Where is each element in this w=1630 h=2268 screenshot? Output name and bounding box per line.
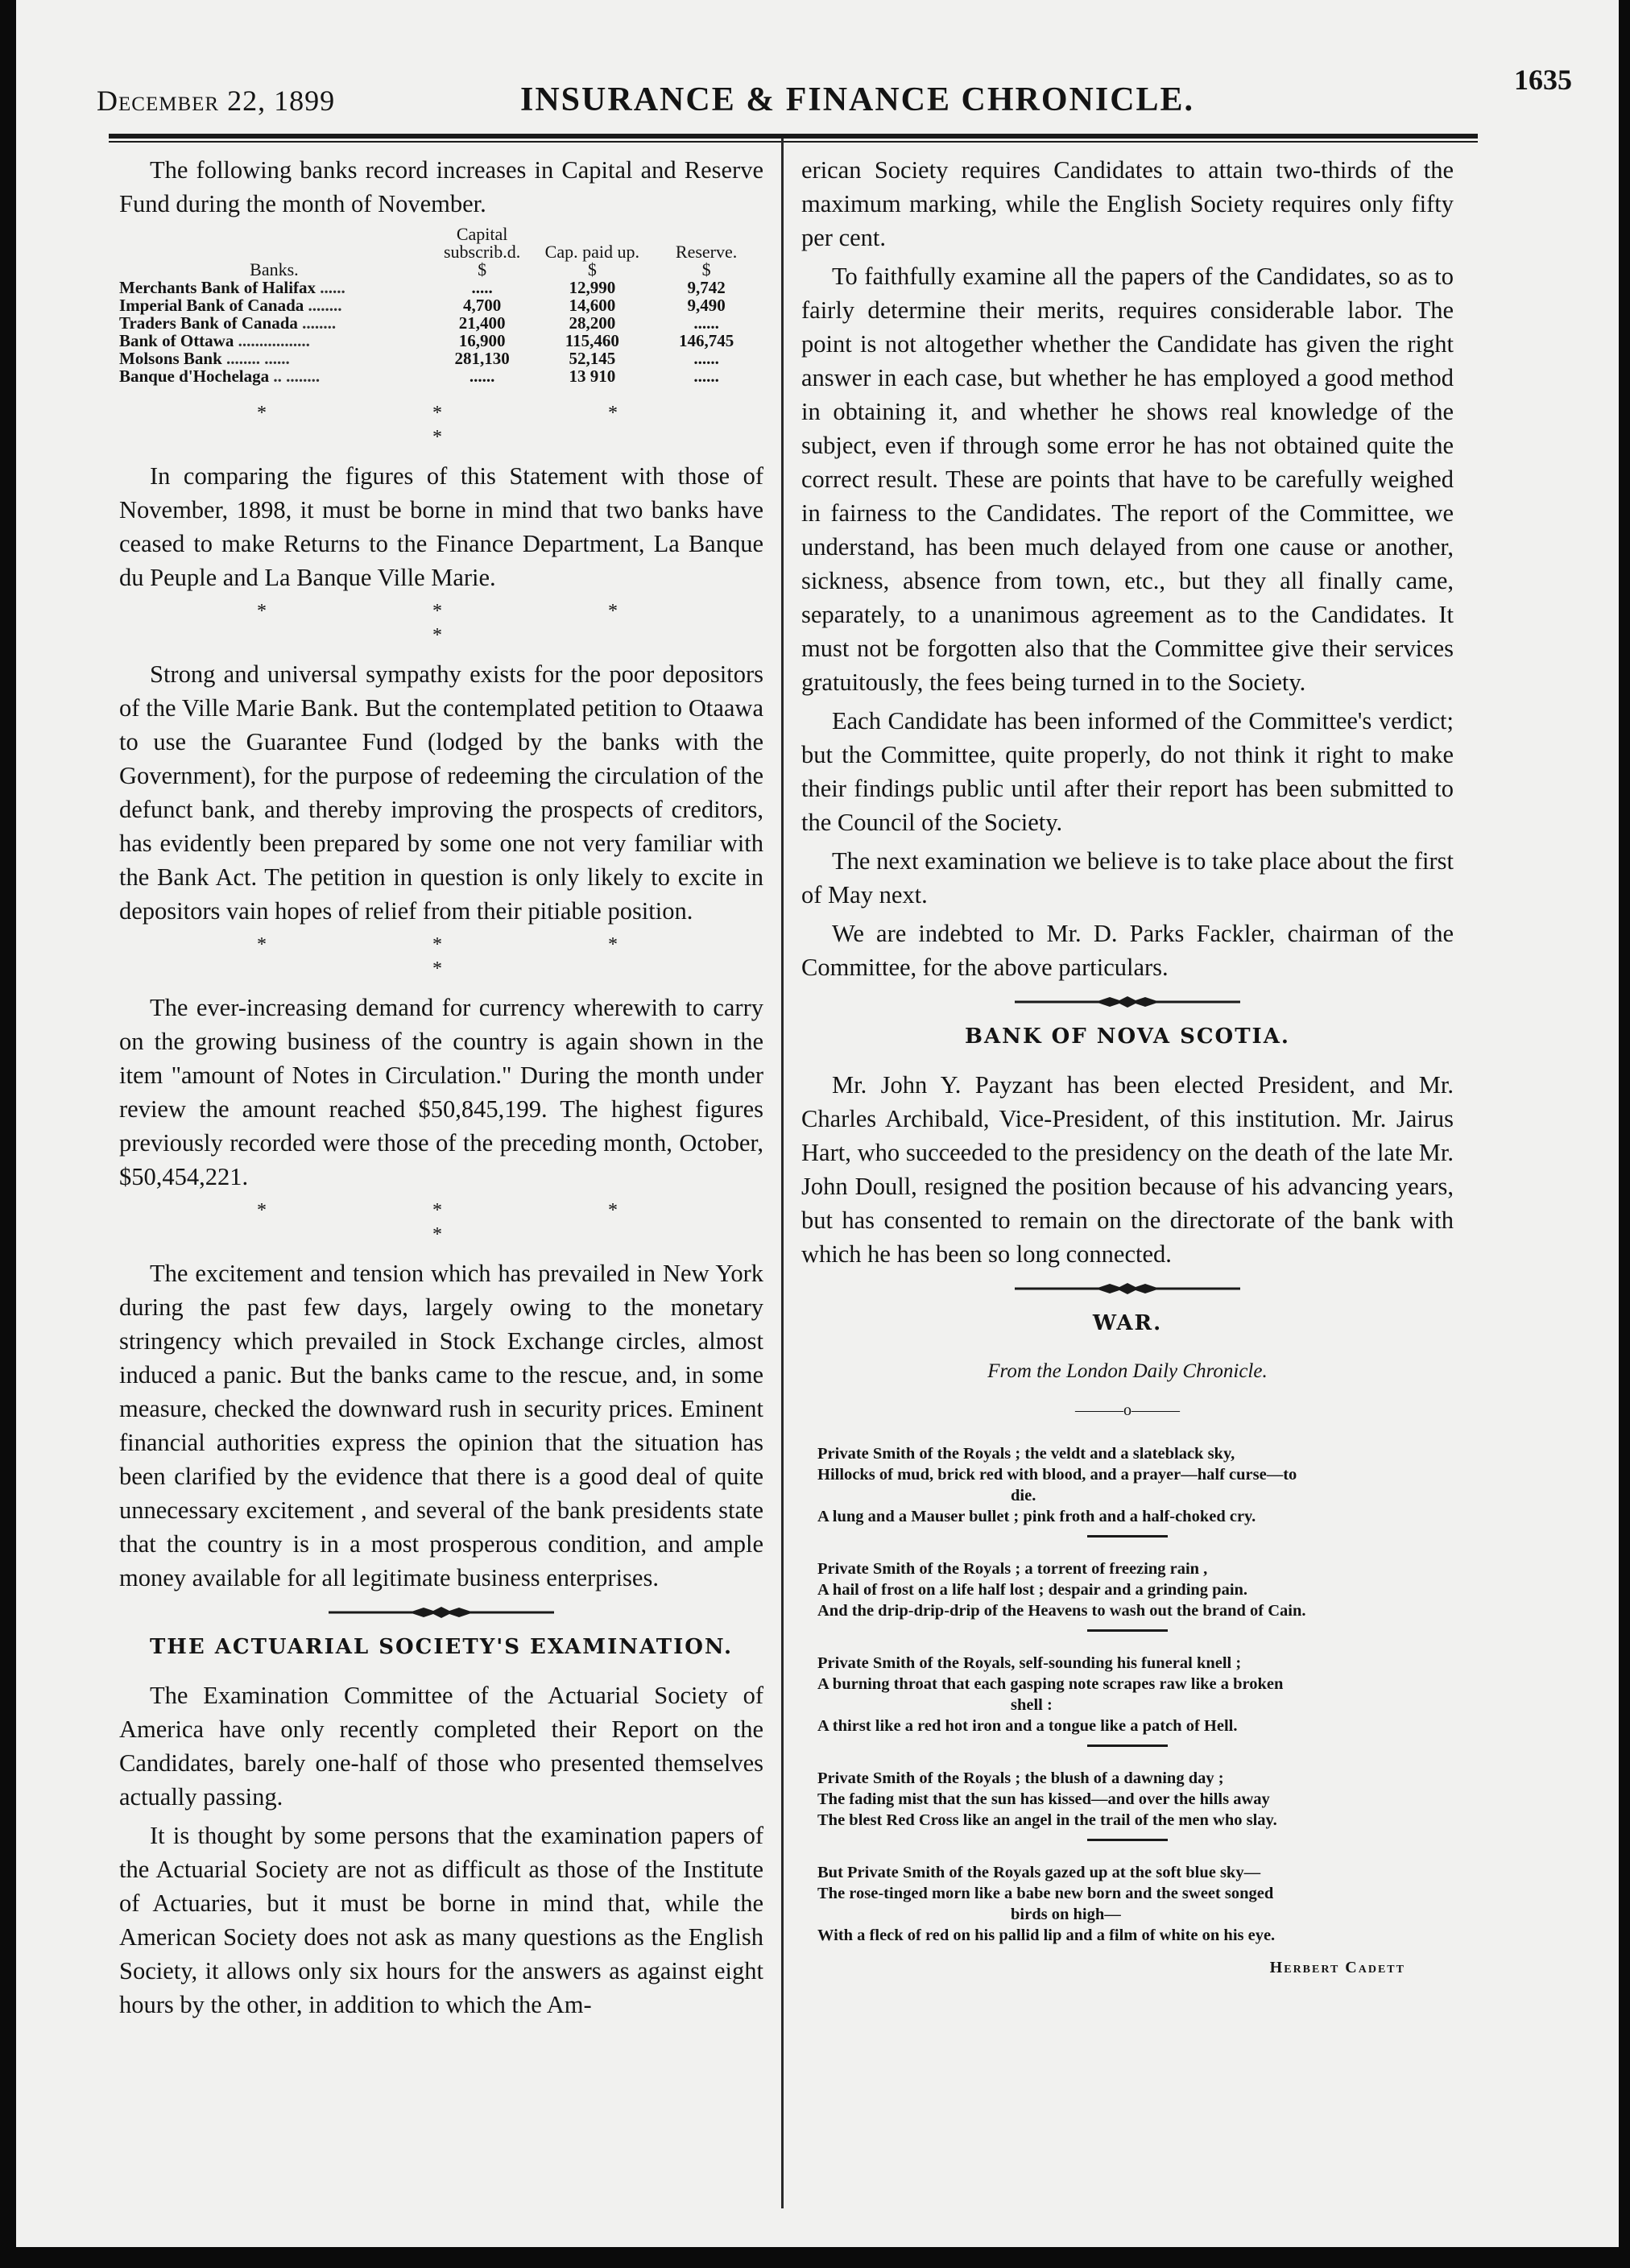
- poem-line: Private Smith of the Royals ; the veldt and a slateblack sky,: [817, 1445, 1235, 1463]
- poem-line: A lung and a Mauser bullet ; pink froth and a half-choked cry.: [817, 1508, 1256, 1525]
- poem-line: And the drip-drip-drip of the Heavens to wash out the brand of Cain.: [817, 1602, 1306, 1620]
- poem-author: Herbert Cadett: [1269, 1959, 1405, 1976]
- section-separator: * * * *: [257, 403, 698, 448]
- poem-line: With a fleck of red on his pallid lip and a film of white on his eye.: [817, 1927, 1276, 1944]
- paragraph: In comparing the figures of this Statement with those of November, 1898, it must be borne in mind that two banks have ceased to make Returns to the Finance Department, La Banque du Peuple and La Banque Ville Marie.: [119, 462, 763, 591]
- poem-line: Hillocks of mud, brick red with blood, and a prayer—half curse—to: [817, 1466, 1297, 1484]
- col-header-paid: Cap. paid up. $: [544, 242, 639, 279]
- paragraph: The ever-increasing demand for currency wherewith to carry on the growing business of the country is again shown in the item "amount of Notes in Circulation." During the month under review the amount reached $50,845,199. The highest figures previously recorded were those of the preceding month, October, $50,454,221.: [119, 994, 763, 1190]
- paragraph: Strong and universal sympathy exists for the poor depositors of the Ville Marie Bank. But the contemplated petition to Otaawa to use the Guarantee Fund (lodged by the banks with the Government), for the purpose of redeeming the circulation of the defunct bank, and thereby improving the prospects of creditors, has evidently been prepared by some one not very familiar with the Bank Act. The petition in question is only likely to excite in depositors vain hopes of relief from their pitiable position.: [119, 660, 763, 925]
- paragraph: The Examination Committee of the Actuarial Society of America have only recently completed their Report on the Candidates, barely one-half of those who presented themselves actually passing.: [119, 1682, 763, 1811]
- ornament-rule-icon: [1015, 995, 1240, 1008]
- col-header-capital: Capital subscrib.d. $: [443, 224, 521, 279]
- table-row: Traders Bank of Canada ........ 21,400 28,200 ......: [119, 313, 719, 333]
- poem-line: But Private Smith of the Royals gazed up at the soft blue sky—: [817, 1864, 1261, 1881]
- paragraph: We are indebted to Mr. D. Parks Fackler, chairman of the Committee, for the above particulars.: [801, 920, 1454, 981]
- newspaper-page: [16, 0, 1619, 2247]
- stanza-rule: [1087, 1629, 1168, 1632]
- poem-line: birds on high—: [1011, 1906, 1121, 1923]
- poem-line: Private Smith of the Royals ; the blush of a dawning day ;: [817, 1769, 1224, 1787]
- poem-stanza: [817, 1558, 1454, 1621]
- section-heading-actuarial: THE ACTUARIAL SOCIETY'S EXAMINATION.: [149, 1635, 734, 1659]
- section-separator: * * * *: [257, 1200, 698, 1245]
- poem-line: A thirst like a red hot iron and a tongue like a patch of Hell.: [817, 1717, 1238, 1735]
- left-column: [119, 153, 763, 2026]
- poem-line: The fading mist that the sun has kissed—and over the hills away: [817, 1790, 1270, 1808]
- poem-line: The rose-tinged morn like a babe new born and the sweet songed: [817, 1885, 1274, 1902]
- poem-source: From the London Daily Chronicle.: [987, 1360, 1268, 1382]
- paragraph: erican Society requires Candidates to attain two-thirds of the maximum marking, while the English Society requires only fifty per cent.: [801, 156, 1454, 251]
- poem-line: A burning throat that each gasping note scrapes raw like a broken: [817, 1675, 1284, 1693]
- paragraph: Mr. John Y. Payzant has been elected President, and Mr. Charles Archibald, Vice-President, of this institution. Mr. Jairus Hart, who succeeded to the presidency on the death of the late Mr. John Doull, resigned the position because of his advancing years, but has consented to remain on the directorate of the bank with which he has been so long connected.: [801, 1071, 1454, 1268]
- table-row: Bank of Ottawa ................. 16,900 115,460 146,745: [119, 331, 734, 350]
- poem-line: Private Smith of the Royals ; a torrent of freezing rain ,: [817, 1560, 1208, 1578]
- paragraph: It is thought by some persons that the examination papers of the Actuarial Society are not as difficult as those of the Institute of Actuaries, but it must be borne in mind that, while the American Society does not ask as many questions as the English Society, it allows only six hours for the answers as against eight hours by the other, in addition to which the Am-: [119, 1822, 763, 2018]
- ornament-rule-icon: [329, 1606, 554, 1619]
- table-row: Banque d'Hochelaga .. ........ ...... 13 910 ......: [119, 366, 719, 386]
- section-heading-war: WAR.: [1092, 1311, 1163, 1335]
- right-column: [801, 153, 1454, 1984]
- table-row: Merchants Bank of Halifax ...... ..... 12,990 9,742: [119, 278, 726, 297]
- section-separator: * * * *: [257, 934, 698, 979]
- poem-stanza: [817, 1443, 1454, 1527]
- header-rule: [109, 134, 1478, 143]
- banks-intro: The following banks record increases in Capital and Reserve Fund during the month of November.: [119, 156, 763, 217]
- stanza-rule: [1087, 1839, 1168, 1841]
- section-heading-nova-scotia: BANK OF NOVA SCOTIA.: [965, 1024, 1290, 1049]
- poem-divider: ———o———: [1075, 1401, 1180, 1419]
- table-row: Imperial Bank of Canada ........ 4,700 14,600 9,490: [119, 296, 726, 315]
- table-row: Molsons Bank ........ ...... 281,130 52,145 ......: [119, 349, 719, 368]
- paragraph: The next examination we believe is to take place about the first of May next.: [801, 847, 1454, 908]
- page-header: [81, 63, 1587, 127]
- poem-line: shell :: [1011, 1696, 1053, 1714]
- paragraph: Each Candidate has been informed of the Committee's verdict; but the Committee, quite properly, do not think it right to make their findings public until after their report has been submitted to the Council of the Society.: [801, 707, 1454, 836]
- paragraph: To faithfully examine all the papers of the Candidates, so as to fairly determine their merits, requires considerable labor. The point is not altogether whether the Candidate has given the right answer in each case, but whether he has employed a good method in obtaining it, and whether he shows real knowledge of the subject, even if through some error he has not obtained quite the correct result. These are points that have to be carefully weighed in fairness to the Candidates. The report of the Committee, we understand, has been much delayed from one cause or another, sickness, absence from town, etc., but they all finally came, separately, to a unanimous agreement as to the Candidates. It must not be forgotten also that the Committee give their services gratuitously, the fees being turned in to the Society.: [801, 263, 1454, 696]
- poem-line: A hail of frost on a life half lost ; despair and a grinding pain.: [817, 1581, 1248, 1599]
- poem-line: Private Smith of the Royals, self-sounding his funeral knell ;: [817, 1654, 1242, 1672]
- stanza-rule: [1087, 1535, 1168, 1538]
- table-header-row: [119, 226, 763, 279]
- stanza-rule: [1087, 1744, 1168, 1747]
- publication-title: INSURANCE & FINANCE CHRONICLE.: [520, 81, 1195, 118]
- col-header-reserve: Reserve. $: [675, 242, 738, 279]
- poem-line: die.: [1011, 1487, 1036, 1504]
- poem-line: The blest Red Cross like an angel in the trail of the men who slay.: [817, 1811, 1277, 1829]
- poem-stanza: [817, 1768, 1454, 1831]
- column-divider: [781, 139, 784, 2208]
- banks-table: [119, 226, 763, 385]
- ornament-rule-icon: [1015, 1282, 1240, 1295]
- col-header-banks: Banks.: [250, 259, 299, 279]
- poem-stanza: [817, 1653, 1454, 1736]
- poem-stanza: [817, 1862, 1454, 1946]
- section-separator: * * * *: [257, 601, 698, 646]
- paragraph: The excitement and tension which has prevailed in New York during the past few days, largely owing to the monetary stringency which prevailed in Stock Exchange circles, almost induced a panic. But the banks came to the rescue, and, in some measure, checked the downward rush in security prices. Eminent financial authorities express the opinion that the situation has been clarified by the evidence that there is a good deal of quite unnecessary excitement , and several of the bank presidents state that the country is in a most prosperous condition, and ample money available for all legitimate business enterprises.: [119, 1260, 763, 1591]
- header-date: December 22, 1899: [97, 85, 336, 117]
- page-number: 1635: [1514, 64, 1572, 96]
